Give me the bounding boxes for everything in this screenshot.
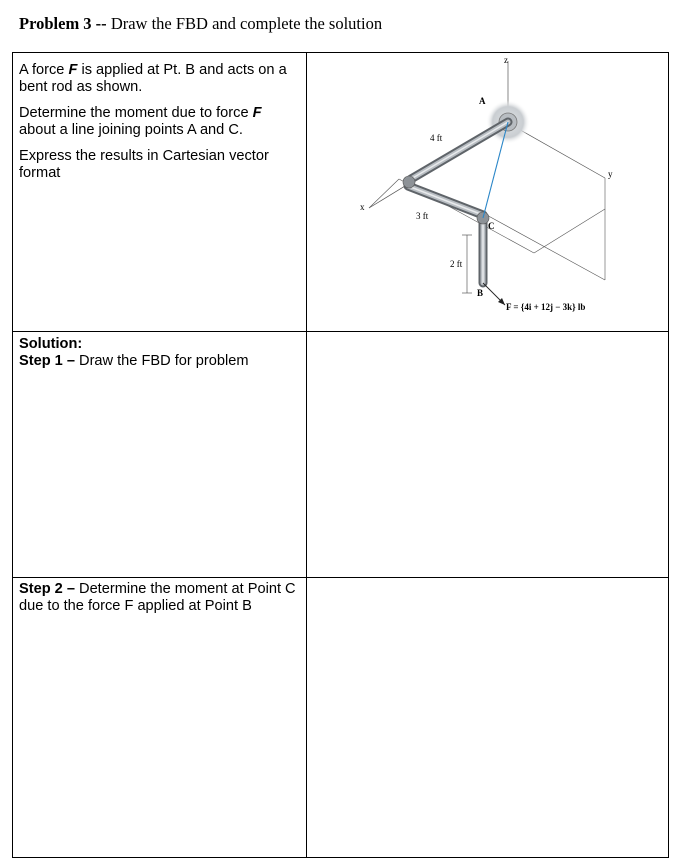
problem-paragraph-3: Express the results in Cartesian vector format bbox=[19, 148, 269, 181]
force-symbol: F bbox=[68, 62, 78, 78]
step2-row bbox=[13, 578, 669, 858]
point-b-label: B bbox=[477, 288, 484, 298]
step1-answer-cell bbox=[307, 332, 669, 578]
point-a-label: A bbox=[479, 96, 486, 106]
axis-y-label: y bbox=[608, 169, 613, 179]
problem-row bbox=[13, 53, 669, 332]
point-c-label: C bbox=[488, 221, 495, 231]
axis-x-label: x bbox=[360, 202, 365, 212]
figure-cell bbox=[307, 53, 669, 332]
step2-text: Step 2 – Determine the moment at Point C due to the force F applied at Point B bbox=[19, 581, 296, 614]
bent-rod-figure bbox=[307, 53, 668, 326]
problem-paragraph-2: Determine the moment due to force F about a line joining points A and C. bbox=[19, 105, 262, 138]
solution-heading: Solution: bbox=[19, 336, 83, 352]
guide-line bbox=[369, 179, 399, 208]
guide-line bbox=[483, 213, 605, 280]
elbow-joint bbox=[403, 176, 415, 188]
guide-line bbox=[534, 209, 605, 253]
page-title bbox=[19, 14, 382, 34]
step1-text: Step 1 – Draw the FBD for problem bbox=[19, 353, 249, 369]
axis-z-label: z bbox=[504, 55, 508, 65]
dimension-4ft-label: 4 ft bbox=[430, 133, 443, 143]
problem-paragraph-1: A force F is applied at Pt. B and acts on a bent rod as shown. bbox=[19, 62, 287, 95]
step2-answer-cell bbox=[307, 578, 669, 858]
dimension-3ft-label: 3 ft bbox=[416, 211, 429, 221]
problem-statement-cell bbox=[13, 53, 307, 332]
worksheet-table bbox=[12, 52, 669, 858]
step1-row bbox=[13, 332, 669, 578]
problem-title: Draw the FBD and complete the solution bbox=[106, 14, 383, 33]
dimension-2ft-label: 2 ft bbox=[450, 259, 463, 269]
step2-cell bbox=[13, 578, 307, 858]
step1-cell bbox=[13, 332, 307, 578]
force-symbol: F bbox=[252, 105, 262, 121]
force-label: F = {4i + 12j − 3k} lb bbox=[506, 302, 586, 312]
problem-number: Problem 3 -- bbox=[19, 14, 107, 33]
